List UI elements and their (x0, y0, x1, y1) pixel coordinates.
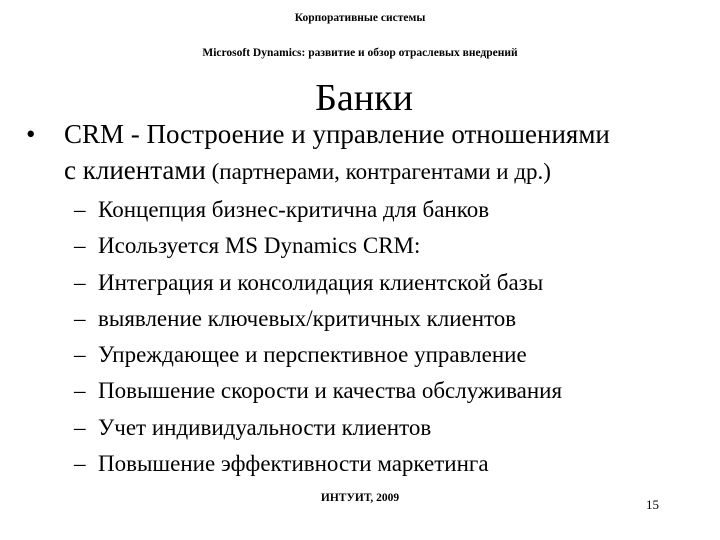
sub-bullet-marker: – (74, 269, 86, 295)
sub-bullet-text: Исользуется MS Dynamics CRM: (98, 233, 421, 259)
header-course-title: Корпоративные системы (294, 12, 426, 24)
sub-bullet-text: выявление ключевых/критичных клиентов (98, 305, 517, 331)
sub-bullet-marker: – (74, 197, 86, 222)
sub-bullet-text: Повышение скорости и качества обслуживания (98, 378, 563, 404)
main-bullet-line2 (64, 152, 551, 190)
header-lecture-title: Microsoft Dynamics: развитие и обзор отраслевых внедрений (202, 47, 518, 59)
slide-title: Банки (315, 77, 413, 119)
sub-bullet-text: Учет индивидуальности клиентов (98, 414, 432, 440)
main-bullet-line2-main: с клиентами (64, 155, 206, 185)
main-bullet-line1: CRM - Построение и управление отношениями (64, 119, 610, 149)
bullet-marker: • (26, 119, 36, 149)
sub-bullet-marker: – (74, 342, 86, 368)
sub-bullet-text: Интеграция и консолидация клиентской базы (98, 269, 544, 295)
sub-bullet-marker: – (74, 378, 86, 404)
sub-bullet-text: Упреждающее и перспективное управление (98, 342, 527, 368)
sub-bullet-marker: – (74, 414, 86, 440)
sub-bullet-marker: – (74, 305, 86, 331)
main-bullet-line2-paren: (партнерами, контрагентами и др.) (205, 159, 551, 184)
page-number: 15 (646, 497, 659, 512)
sub-bullet-text: Концепция бизнес-критична для банков (98, 197, 490, 222)
sub-bullet-marker: – (74, 233, 86, 259)
sub-bullet-marker: – (74, 451, 86, 477)
sub-bullet-text: Повышение эффективности маркетинга (98, 451, 489, 477)
footer-text: ИНТУИТ, 2009 (320, 492, 400, 504)
